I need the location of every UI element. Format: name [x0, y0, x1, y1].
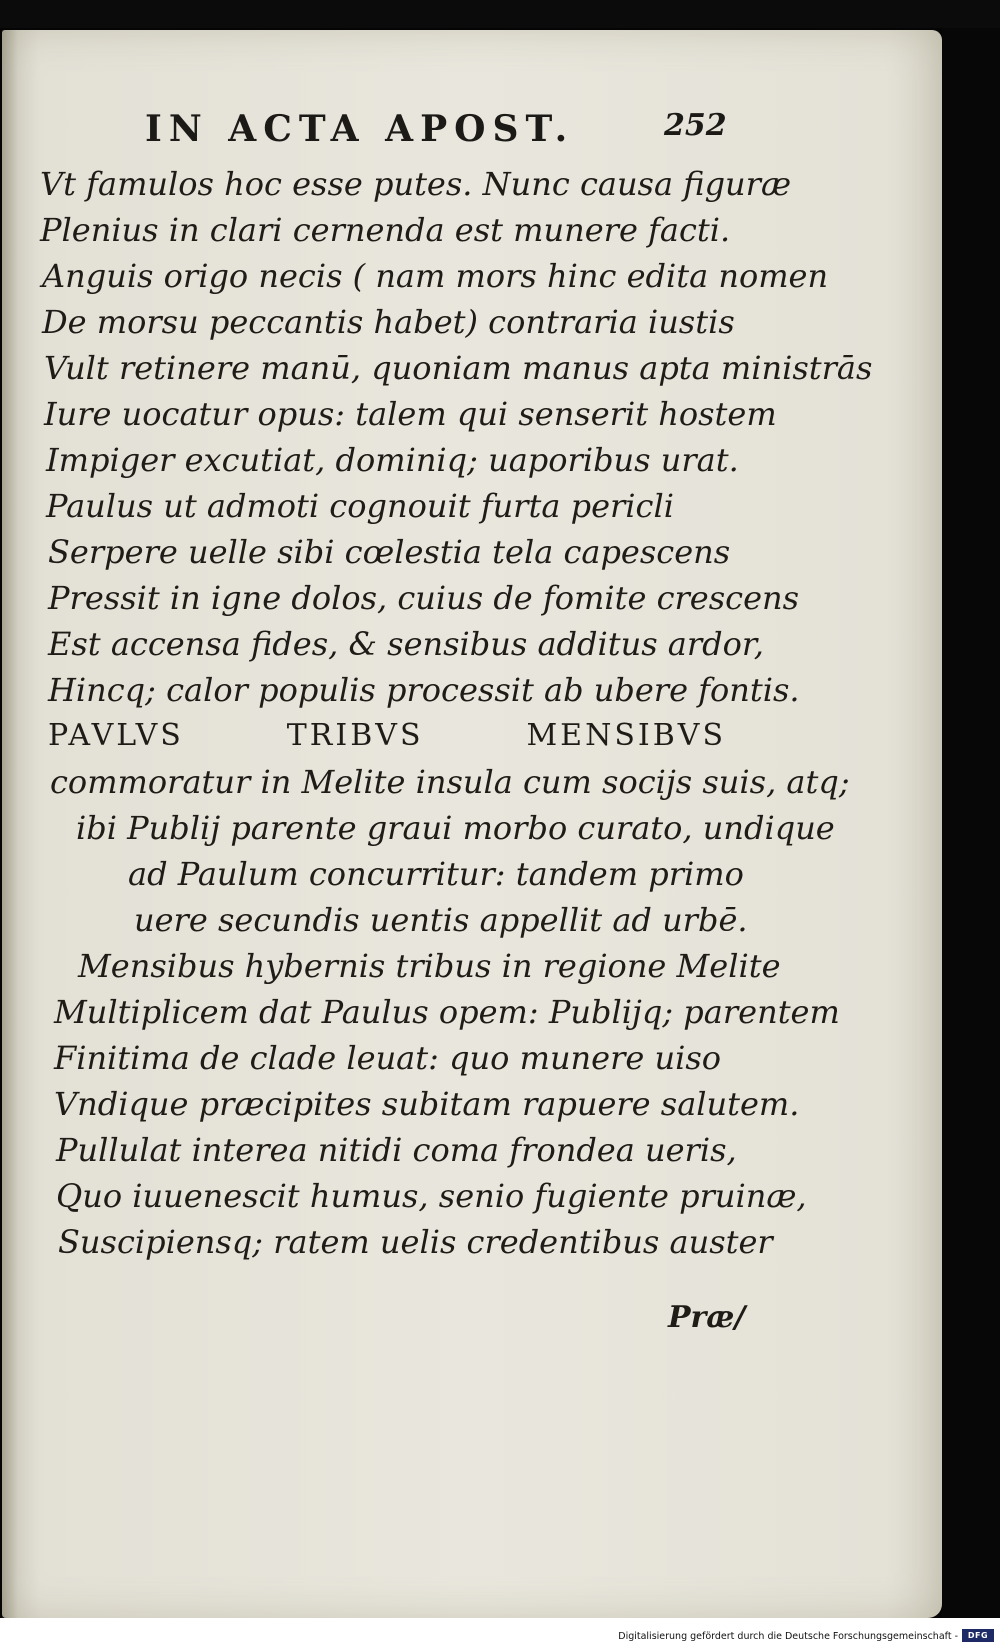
- argument-line: uere secundis uentis appellit ad urbē.: [134, 901, 748, 939]
- running-head: IN ACTA APOST.: [145, 108, 575, 150]
- text-line: Est accensa fides, & sensibus additus ardor,: [48, 625, 764, 663]
- text-line: Pressit in igne dolos, cuius de fomite crescens: [48, 579, 800, 617]
- argument-line: ibi Publij parente graui morbo curato, undique: [76, 809, 835, 847]
- verse-line: Pullulat interea nitidi coma frondea ueris,: [56, 1131, 737, 1169]
- argument-line: commoratur in Melite insula cum socijs suis, atq;: [50, 763, 850, 801]
- scan-border-right: [942, 28, 1000, 1618]
- text-line: Anguis origo necis ( nam mors hinc edita nomen: [42, 257, 829, 295]
- text-line: Impiger excutiat, dominiq; uaporibus urat.: [46, 441, 739, 479]
- verse-line: Vndique præcipites subitam rapuere salutem.: [54, 1085, 800, 1123]
- scan-border-top: [0, 0, 1000, 28]
- catchword: Præ/: [668, 1300, 746, 1335]
- text-line: De morsu peccantis habet) contraria iustis: [42, 303, 735, 341]
- verse-line: Finitima de clade leuat: quo munere uiso: [54, 1039, 722, 1077]
- argument-line: ad Paulum concurritur: tandem primo: [128, 855, 744, 893]
- verse-line: Quo iuuenescit humus, senio fugiente pruinæ,: [56, 1177, 807, 1215]
- verse-line: Suscipiensq; ratem uelis credentibus auster: [58, 1223, 773, 1261]
- section-heading: PAVLVS TRIBVS MENSIBVS: [48, 718, 726, 753]
- text-line: Plenius in clari cernenda est munere facti.: [40, 211, 731, 249]
- text-line: Hincq; calor populis processit ab ubere fontis.: [48, 671, 800, 709]
- funding-credit: Digitalisierung gefördert durch die Deutsche Forschungsgemeinschaft -: [618, 1631, 958, 1642]
- verse-line: Mensibus hybernis tribus in regione Melite: [78, 947, 781, 985]
- text-line: Iure uocatur opus: talem qui senserit hostem: [44, 395, 777, 433]
- dfg-logo: DFG: [962, 1629, 994, 1642]
- text-line: Vt famulos hoc esse putes. Nunc causa figuræ: [40, 165, 792, 203]
- page-number: 252: [664, 108, 727, 143]
- text-line: Vult retinere manū, quoniam manus apta ministrās: [44, 349, 873, 387]
- text-line: Serpere uelle sibi cœlestia tela capescens: [48, 533, 731, 571]
- verse-line: Multiplicem dat Paulus opem: Publijq; parentem: [54, 993, 840, 1031]
- text-line: Paulus ut admoti cognouit furta pericli: [46, 487, 674, 525]
